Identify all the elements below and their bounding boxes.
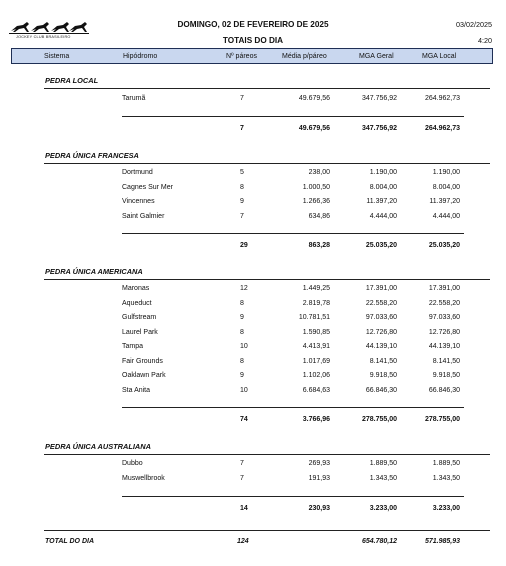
section-divider xyxy=(44,163,490,164)
column-header-bar xyxy=(11,48,493,64)
total-mga-local: 25.035,20 xyxy=(428,242,460,249)
row-media: 2.819,78 xyxy=(302,299,330,307)
row-mga-local: 12.726,80 xyxy=(428,328,460,336)
row-mga-local: 8.141,50 xyxy=(432,357,460,365)
row-media: 238,00 xyxy=(308,169,330,176)
row-hipodromo: Laurel Park xyxy=(122,328,158,336)
row-mga-geral: 347.756,92 xyxy=(361,95,397,102)
row-mga-geral: 22.558,20 xyxy=(365,299,397,307)
row-pareos: 8 xyxy=(240,183,244,191)
report-title: DOMINGO, 02 DE FEVEREIRO DE 2025 xyxy=(177,20,329,29)
total-divider xyxy=(122,407,464,408)
row-media: 634,86 xyxy=(308,212,330,220)
row-mga-local: 66.846,30 xyxy=(428,386,460,394)
row-mga-geral: 9.918,50 xyxy=(369,372,397,379)
row-hipodromo: Oaklawn Park xyxy=(122,372,166,379)
total-divider xyxy=(122,496,464,497)
total-media: 863,28 xyxy=(308,242,330,249)
row-mga-local: 8.004,00 xyxy=(432,183,460,191)
row-media: 4.413,91 xyxy=(302,343,330,350)
row-hipodromo: Saint Galmier xyxy=(122,212,165,220)
row-mga-local: 4.444,00 xyxy=(432,212,460,220)
row-mga-local: 1.190,00 xyxy=(432,169,460,176)
row-hipodromo: Sta Anita xyxy=(122,386,151,394)
row-mga-geral: 8.004,00 xyxy=(369,183,397,191)
report-subtitle: TOTAIS DO DIA xyxy=(222,36,284,45)
grand-total-pareos: 124 xyxy=(237,538,249,545)
col-hipodromo: Hipódromo xyxy=(123,53,158,60)
row-mga-geral: 1.190,00 xyxy=(369,169,397,176)
grand-total-divider xyxy=(44,530,490,531)
row-mga-geral: 8.141,50 xyxy=(369,357,397,365)
row-mga-local: 97.033,60 xyxy=(428,314,460,321)
total-pareos: 29 xyxy=(240,242,248,249)
row-media: 10.781,51 xyxy=(298,314,330,321)
row-mga-geral: 97.033,60 xyxy=(365,314,397,321)
row-mga-geral: 17.391,00 xyxy=(365,285,397,292)
total-mga-local: 264.962,73 xyxy=(424,125,460,132)
row-pareos: 9 xyxy=(240,314,244,321)
row-hipodromo: Vincennes xyxy=(122,198,155,205)
row-pareos: 9 xyxy=(240,372,244,379)
row-mga-local: 22.558,20 xyxy=(428,299,460,307)
report-time: 4:20 xyxy=(478,36,492,45)
col-pareos: Nº páreos xyxy=(226,53,257,60)
row-pareos: 12 xyxy=(240,285,248,292)
row-mga-local: 1.343,50 xyxy=(432,474,460,482)
report-date: 03/02/2025 xyxy=(456,20,492,29)
section-title: PEDRA ÚNICA AUSTRALIANA xyxy=(45,442,151,451)
total-divider xyxy=(122,116,464,117)
section-title: PEDRA LOCAL xyxy=(45,76,99,85)
row-hipodromo: Tampa xyxy=(122,343,144,350)
row-hipodromo: Aqueduct xyxy=(122,299,152,307)
row-pareos: 10 xyxy=(240,343,248,350)
row-media: 1.590,85 xyxy=(302,328,330,336)
row-media: 269,93 xyxy=(308,460,330,467)
total-mga-local: 3.233,00 xyxy=(432,505,460,512)
total-pareos: 14 xyxy=(240,505,248,512)
total-divider xyxy=(122,233,464,234)
total-mga-geral: 278.755,00 xyxy=(361,416,397,423)
row-mga-geral: 66.846,30 xyxy=(365,386,397,394)
grand-total-label: TOTAL DO DIA xyxy=(45,538,94,545)
row-mga-local: 264.962,73 xyxy=(424,95,460,102)
grand-total-mga-local: 571.985,93 xyxy=(424,538,460,545)
col-sistema: Sistema xyxy=(44,53,70,60)
row-media: 1.102,06 xyxy=(302,372,330,379)
total-mga-geral: 347.756,92 xyxy=(361,125,397,132)
row-mga-geral: 11.397,20 xyxy=(366,198,397,205)
logo-text: JOCKEY CLUB BRASILEIRO xyxy=(16,35,71,39)
section-title: PEDRA ÚNICA FRANCESA xyxy=(45,151,139,160)
row-pareos: 5 xyxy=(240,169,244,176)
row-media: 1.449,25 xyxy=(302,285,330,292)
row-pareos: 8 xyxy=(240,299,244,307)
total-media: 49.679,56 xyxy=(298,125,330,132)
row-mga-geral: 44.139,10 xyxy=(365,343,397,350)
row-media: 1.017,69 xyxy=(302,357,330,365)
row-pareos: 7 xyxy=(240,460,244,467)
row-media: 6.684,63 xyxy=(302,386,330,394)
row-mga-geral: 12.726,80 xyxy=(365,328,397,336)
row-mga-local: 17.391,00 xyxy=(428,285,460,292)
col-media: Média p/páreo xyxy=(282,53,327,60)
row-media: 1.000,50 xyxy=(302,183,330,191)
row-pareos: 7 xyxy=(240,95,244,102)
total-mga-local: 278.755,00 xyxy=(424,416,460,423)
row-hipodromo: Tarumã xyxy=(122,95,146,102)
row-mga-geral: 4.444,00 xyxy=(369,212,397,220)
row-pareos: 7 xyxy=(240,474,244,482)
total-pareos: 7 xyxy=(240,125,244,132)
col-mga-geral: MGA Geral xyxy=(359,53,394,60)
row-hipodromo: Maronas xyxy=(122,285,150,292)
row-mga-local: 9.918,50 xyxy=(432,372,460,379)
col-mga-local: MGA Local xyxy=(422,53,457,60)
row-pareos: 9 xyxy=(240,198,244,205)
row-media: 49.679,56 xyxy=(298,95,330,102)
row-mga-geral: 1.343,50 xyxy=(369,474,397,482)
row-hipodromo: Fair Grounds xyxy=(122,357,163,365)
row-pareos: 7 xyxy=(240,212,244,220)
section-title: PEDRA ÚNICA AMERICANA xyxy=(45,267,143,276)
total-pareos: 74 xyxy=(240,416,248,423)
row-hipodromo: Dubbo xyxy=(122,460,143,467)
grand-total-mga-geral: 654.780,12 xyxy=(361,538,397,545)
total-media: 230,93 xyxy=(308,505,330,512)
row-media: 191,93 xyxy=(308,474,330,482)
row-mga-geral: 1.889,50 xyxy=(369,460,397,467)
row-pareos: 8 xyxy=(240,328,244,336)
row-hipodromo: Muswellbrook xyxy=(122,474,165,482)
section-divider xyxy=(44,88,490,89)
row-mga-local: 11.397,20 xyxy=(429,198,460,205)
row-hipodromo: Gulfstream xyxy=(122,314,157,321)
row-hipodromo: Cagnes Sur Mer xyxy=(122,183,173,191)
row-pareos: 10 xyxy=(240,386,248,394)
total-mga-geral: 3.233,00 xyxy=(369,505,397,512)
row-media: 1.266,36 xyxy=(302,198,330,205)
row-mga-local: 1.889,50 xyxy=(432,460,460,467)
section-divider xyxy=(44,454,490,455)
total-media: 3.766,96 xyxy=(302,416,330,423)
row-mga-local: 44.139,10 xyxy=(428,343,460,350)
section-divider xyxy=(44,279,490,280)
row-hipodromo: Dortmund xyxy=(122,169,153,176)
row-pareos: 8 xyxy=(240,357,244,365)
total-mga-geral: 25.035,20 xyxy=(365,242,397,249)
